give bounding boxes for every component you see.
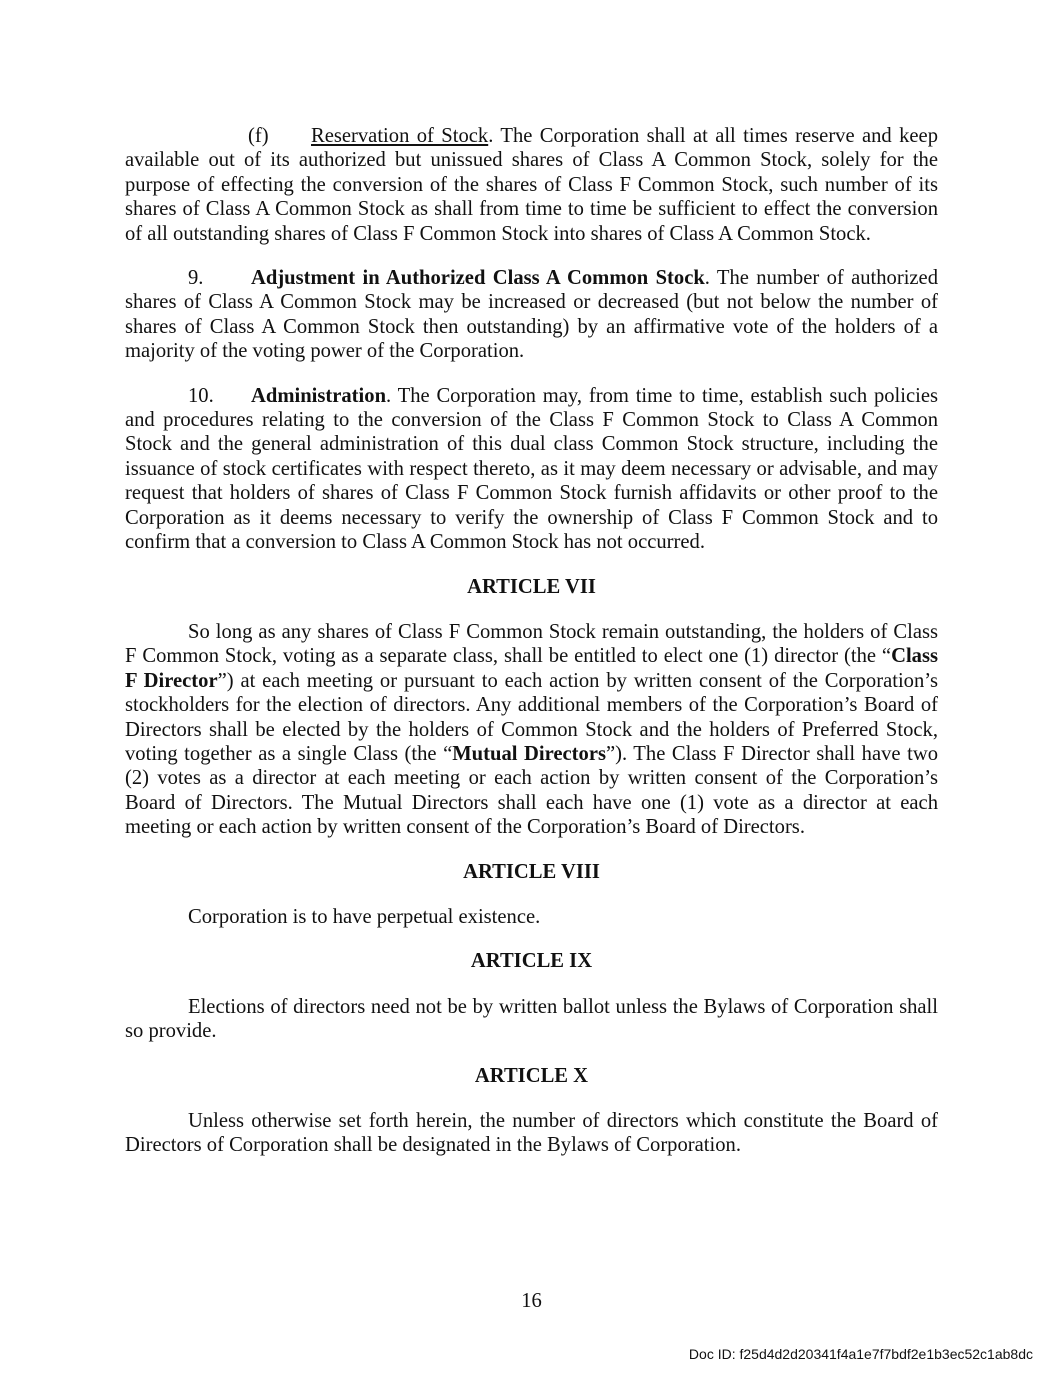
article-viii-heading: ARTICLE VIII bbox=[463, 860, 600, 883]
article-x-heading: ARTICLE X bbox=[474, 1064, 589, 1087]
article-x-paragraph: Unless otherwise set forth herein, the number of directors which constitute the Board of Directors of Corporation shall be designated in the Bylaws of Corporation. bbox=[125, 1110, 938, 1157]
section-10-title: Administration bbox=[251, 384, 387, 407]
section-10-paragraph bbox=[125, 384, 938, 555]
section-f-label: (f) bbox=[248, 125, 269, 147]
article-vii-text-2: ”) at each meeting or pursuant to each action by written consent of the Corporation’s stockholders for the election of directors. Any additional members of the Corporation’s Board of Directors shall be elected by the holders of Common Stock and the holders of Preferred Stock, voting together as a single Class (the “ bbox=[125, 669, 938, 765]
article-ix-heading: ARTICLE IX bbox=[470, 950, 593, 973]
section-f-title: Reservation of Stock bbox=[311, 125, 489, 147]
section-9-number: 9. bbox=[188, 267, 204, 290]
page-number: 16 bbox=[521, 1290, 542, 1312]
section-10-number: 10. bbox=[188, 384, 214, 407]
doc-id: Doc ID: f25d4d2d20341f4a1e7f7bdf2e1b3ec52c1ab8dc bbox=[688, 1346, 1033, 1362]
article-vii-paragraph bbox=[125, 620, 938, 840]
class-f-director-term: Class F Director bbox=[125, 645, 938, 692]
section-f-paragraph bbox=[125, 124, 938, 246]
section-9-title: Adjustment in Authorized Class A Common Stock bbox=[251, 267, 705, 290]
article-ix-paragraph: Elections of directors need not be by written ballot unless the Bylaws of Corporation shall so provide. bbox=[125, 995, 938, 1043]
article-vii-text-3: ”). The Class F Director shall have two (2) votes as a director at each meeting or each action by written consent of the Corporation’s Board of Directors. The Mutual Directors shall each have one (1) vote as a director at each meeting or each action by written consent of the Corporation’s Board of Directors. bbox=[125, 742, 938, 839]
mutual-directors-term: Mutual Directors bbox=[452, 742, 606, 765]
section-9-body: . The number of authorized shares of Class A Common Stock may be increased or decreased (but not below the number of shares of Class A Common Stock then outstanding) by an affirmative vote of the holders of a majority of the voting power of the Corporation. bbox=[125, 267, 938, 363]
article-viii-paragraph: Corporation is to have perpetual existence. bbox=[188, 905, 541, 928]
article-vii-text-1: So long as any shares of Class F Common Stock remain outstanding, the holders of Class F Common Stock, voting as a separate class, shall be entitled to elect one (1) director (the “ bbox=[125, 620, 938, 668]
section-f-body: . The Corporation shall at all times reserve and keep available out of its authorized but unissued shares of Class A Common Stock, solely for the purpose of effecting the conversion of the shares of Class F Common Stock, such number of its shares of Class A Common Stock as shall from time to time be sufficient to effect the conversion of all outstanding shares of Class F Common Stock into shares of Class A Common Stock. bbox=[125, 125, 938, 245]
page-content bbox=[125, 124, 938, 1178]
section-9-paragraph bbox=[125, 266, 938, 364]
article-vii-heading: ARTICLE VII bbox=[467, 575, 596, 598]
section-10-body: . The Corporation may, from time to time, establish such policies and procedures relating to the conversion of the Class F Common Stock to Class A Common Stock and the general administration of this dual class Common Stock structure, including the issuance of stock certificates with respect thereto, as it may deem necessary or advisable, and may request that holders of shares of Class F Common Stock furnish affidavits or other proof to the Corporation as it deems necessary to verify the ownership of Class F Common Stock and to confirm that a conversion to Class A Common Stock has not occurred. bbox=[125, 384, 938, 554]
